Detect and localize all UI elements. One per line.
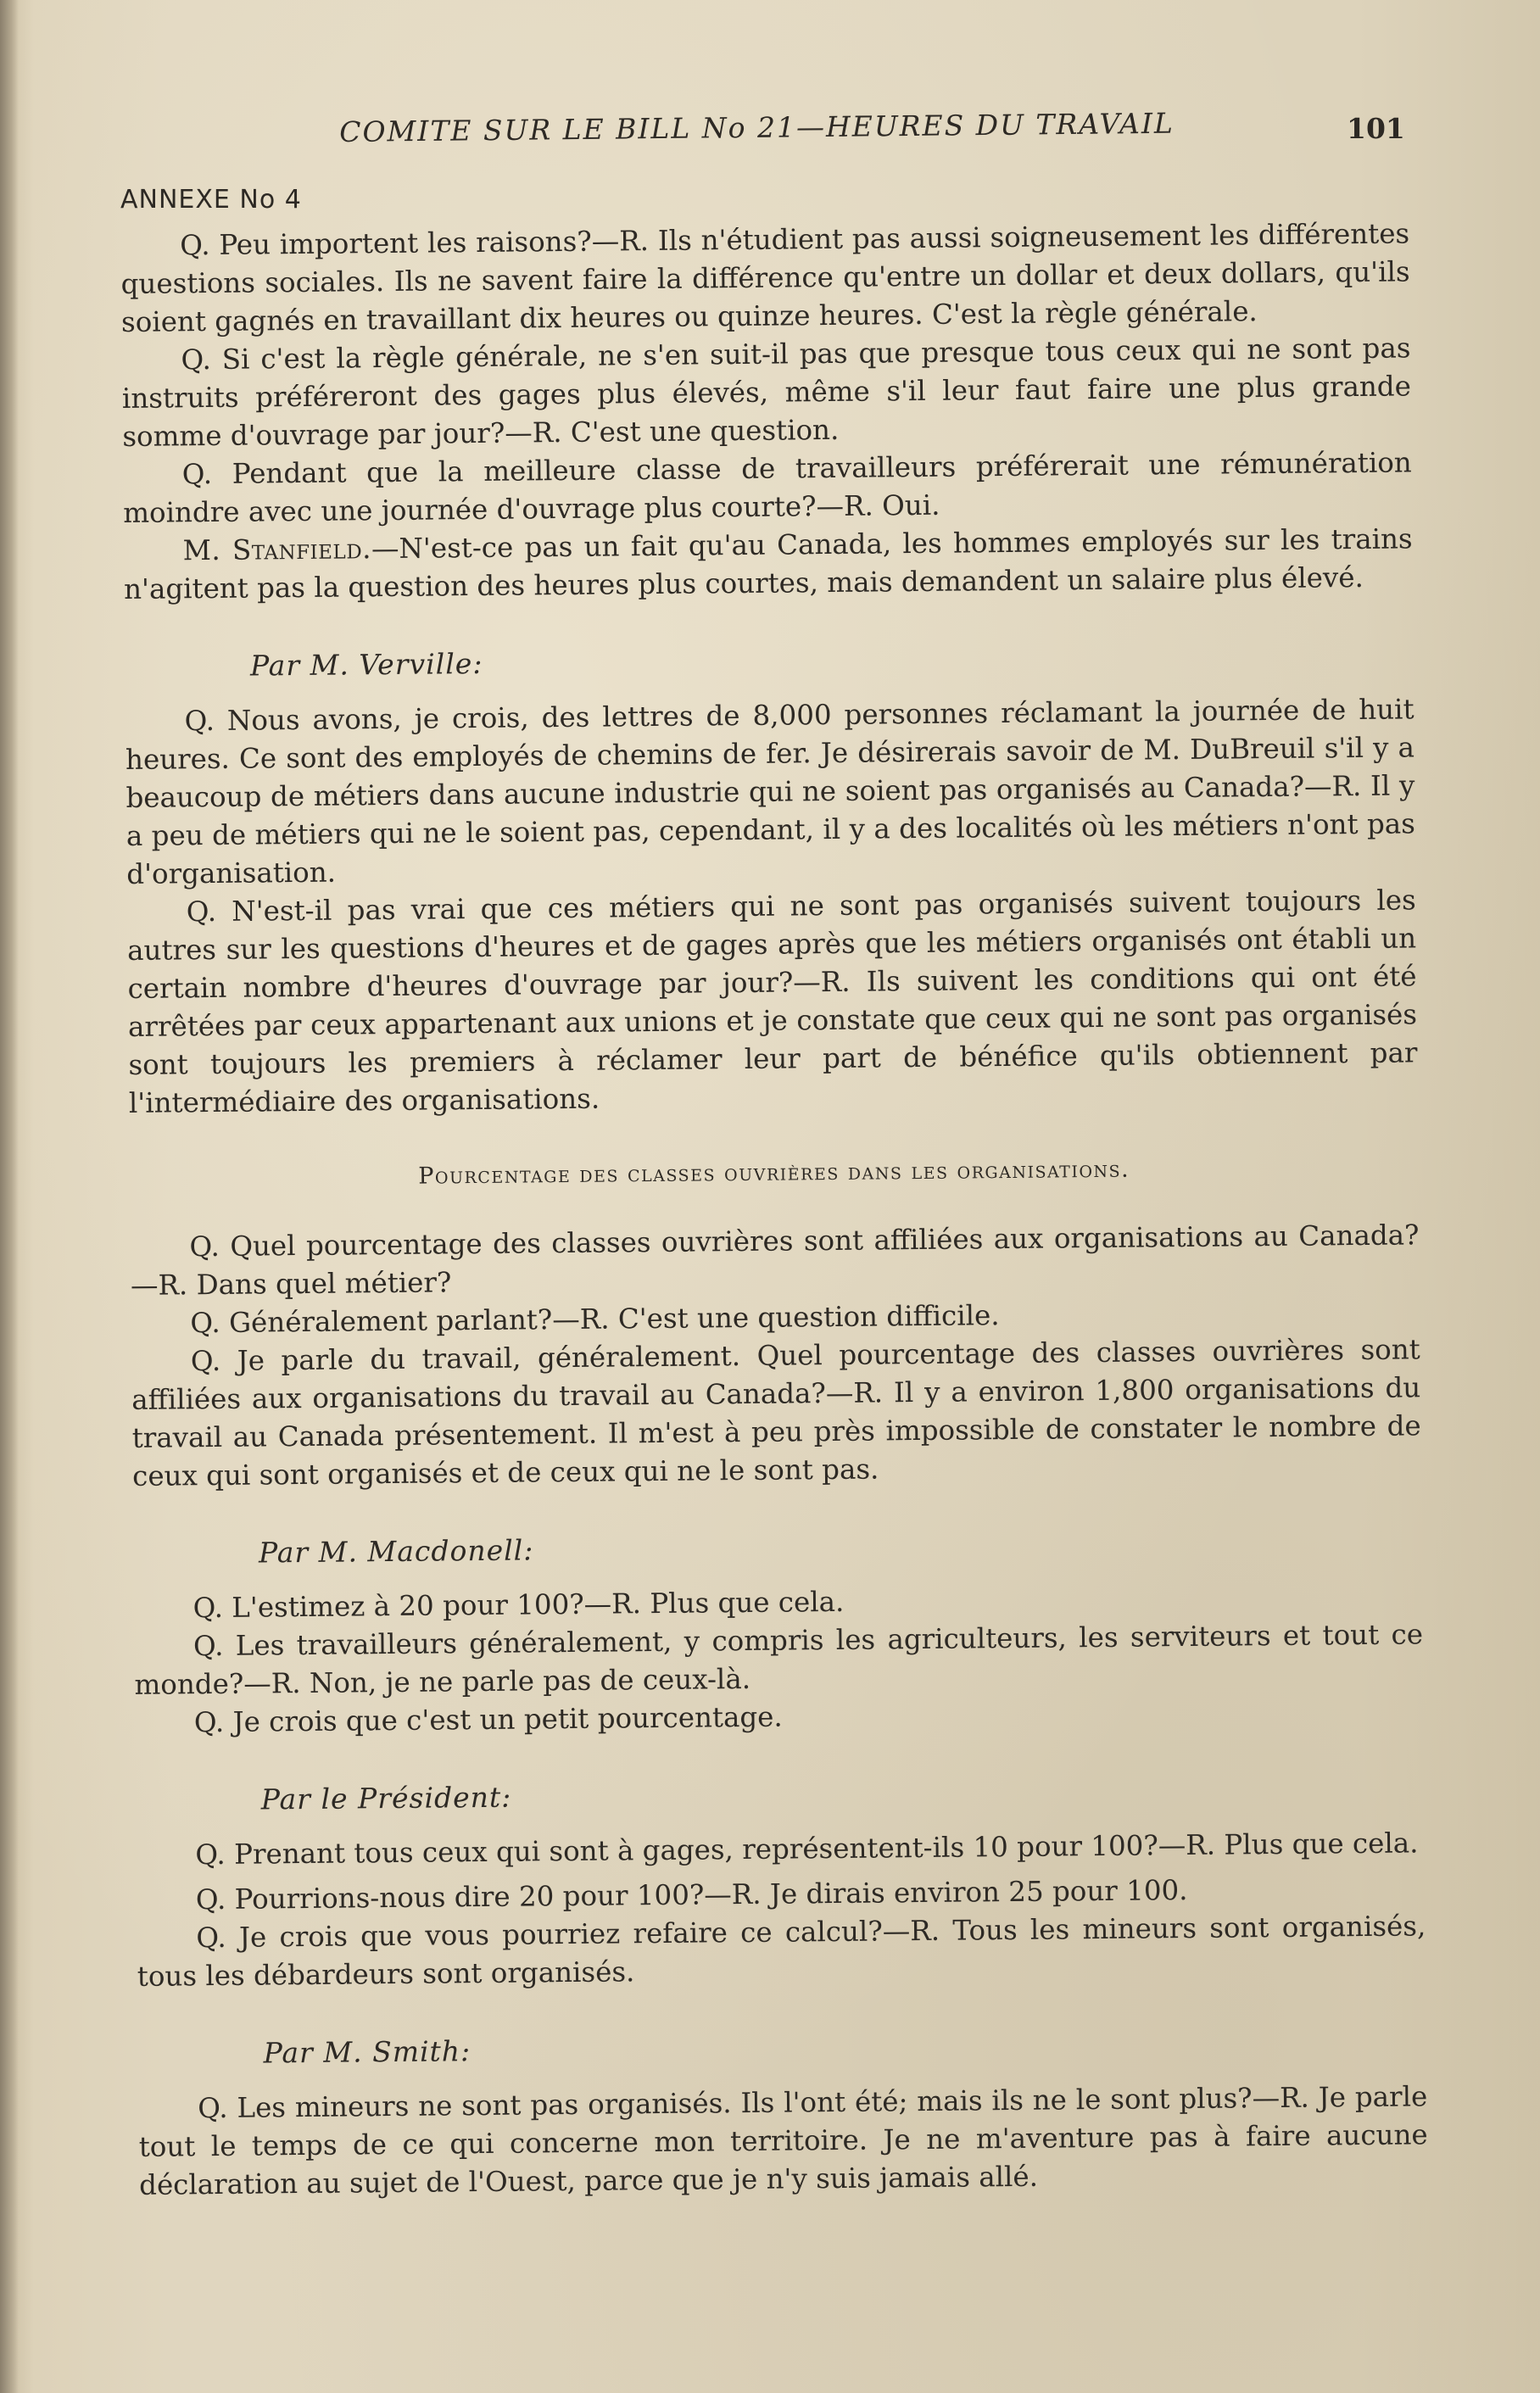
paragraph: Q. Si c'est la règle générale, ne s'en suit-il pas que presque tous ceux qui ne sont pas instruits préféreront des gages plus élevés, même s'il leur faut faire une plus grande somme d'ouvrage par jour?—R. C'est une question. (121, 332, 1412, 453)
body-text (120, 215, 1428, 2204)
paragraph: Q. Les mineurs ne sont pas organisés. Ils l'ont été; mais ils ne le sont plus?—R. Je parle tout le temps de ce qui concerne mon territoire. Je ne m'aventure pas à faire aucune déclaration au sujet de l'Ouest, parce que je n'y suis jamais allé. (138, 2080, 1428, 2201)
annex-label: ANNEXE No 4 (120, 185, 302, 215)
paragraph: Q. L'estimez à 20 pour 100?—R. Plus que cela. (192, 1585, 845, 1625)
speaker-statement: —N'est-ce pas un fait qu'au Canada, les hommes employés sur les trains n'agitent pas la question des heures plus courtes, mais demandent un salaire plus élevé. (123, 522, 1413, 605)
paragraph: Q. Les travailleurs généralement, y compris les agriculteurs, les serviteurs et tout ce monde?—R. Non, je ne parle pas de ceux-là. (134, 1618, 1424, 1701)
paragraph: Q. Je crois que vous pourriez refaire ce calcul?—R. Tous les mineurs sont organisés, tous les débardeurs sont organisés. (137, 1910, 1426, 1993)
section-speaker: Par M. Verville: (249, 646, 483, 683)
section-speaker: Par M. Macdonell: (258, 1533, 534, 1570)
page-number: 101 (1347, 112, 1405, 145)
paragraph: Q. Je parle du travail, généralement. Quel pourcentage des classes ouvrières sont affiliées aux organisations du travail au Canada?—R. Il y a environ 1,800 organisations du travail au Canada présentement. Il m'est à peu près impossible de constater le nombre de ceux qui sont organisés et de ceux qui ne le sont pas. (131, 1333, 1421, 1492)
paragraph: Q. Prenant tous ceux qui sont à gages, représentent-ils 10 pour 100?—R. Plus que cela. (195, 1827, 1419, 1871)
section-heading: Pourcentage des classes ouvrières dans les organisations. (418, 1156, 1130, 1190)
paragraph: Q. Nous avons, je crois, des lettres de 8,000 personnes réclamant la journée de huit heures. Ce sont des employés de chemins de fer. Je désirerais savoir de M. DuBreuil s'il y a beaucoup de métiers dans aucune industrie qui ne soient pas organisés au Canada?—R. Il y a peu de métiers qui ne le soient pas, cependant, il y a des localités où les métiers n'ont pas d'organisation. (125, 693, 1416, 890)
running-title: COMITE SUR LE BILL No 21—HEURES DU TRAVAIL (339, 106, 1175, 148)
paragraph: Q. Pendant que la meilleure classe de travailleurs préférerait une rémunération moindre avec une journée d'ouvrage plus courte?—R. Oui. (123, 446, 1412, 529)
paragraph: Q. Quel pourcentage des classes ouvrières sont affiliées aux organisations au Canada?—R. Dans quel métier? (130, 1219, 1420, 1302)
paragraph: Q. Pourrions-nous dire 20 pour 100?—R. Je dirais environ 25 pour 100. (195, 1874, 1188, 1916)
paragraph: Q. Peu importent les raisons?—R. Ils n'étudient pas aussi soigneusement les différentes questions sociales. Ils ne savent faire la différence qu'entre un dollar et deux dollars, qu'ils soient gagnés en travaillant dix heures ou quinze heures. C'est la règle générale. (120, 217, 1410, 338)
paragraph: Q. Généralement parlant?—R. C'est une question difficile. (190, 1299, 1000, 1340)
paragraph: Q. N'est-il pas vrai que ces métiers qui ne sont pas organisés suivent toujours les autres sur les questions d'heures et de gages après que les métiers organisés ont établi un certain nombre d'heures d'ouvrage par jour?—R. Ils suivent les conditions qui ont été arrêtées par ceux appartenant aux unions et je constate que ceux qui ne sont pas organisés sont toujours les premiers à réclamer leur part de bénéfice qu'ils obtiennent par l'intermédiaire des organisations. (127, 884, 1418, 1119)
page-binding-shadow (0, 0, 19, 2393)
section-speaker: Par M. Smith: (263, 2034, 471, 2070)
paragraph: Q. Je crois que c'est un petit pourcentage. (193, 1700, 783, 1739)
speaker-name: M. Stanfield. (182, 533, 372, 567)
section-speaker: Par le Président: (260, 1780, 512, 1816)
paragraph (123, 520, 1413, 609)
